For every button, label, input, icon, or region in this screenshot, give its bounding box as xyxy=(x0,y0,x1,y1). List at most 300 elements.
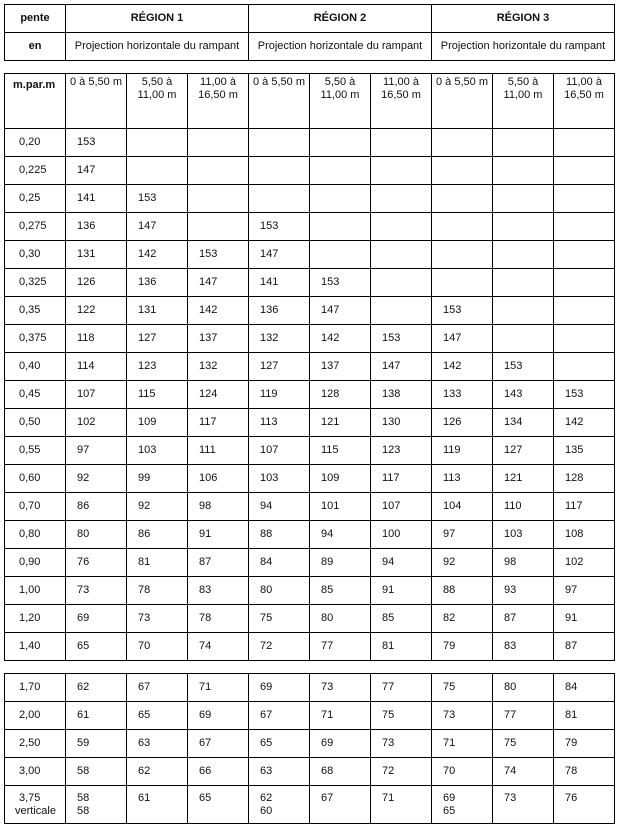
value-cell: 62 xyxy=(127,758,188,786)
value-line-1: 58 xyxy=(77,792,90,804)
value-cell: 121 xyxy=(310,409,371,437)
value-cell: 134 xyxy=(493,409,554,437)
slope-cell: 1,70 xyxy=(5,674,66,702)
value-cell: 78 xyxy=(127,577,188,605)
value-cell: 80 xyxy=(310,605,371,633)
value-cell: 65 xyxy=(127,702,188,730)
value-cell: 80 xyxy=(66,521,127,549)
slope-cell: 0,225 xyxy=(5,157,66,185)
slope-note: verticale xyxy=(15,805,56,817)
value-cell: 69 xyxy=(310,730,371,758)
value-line-1: 67 xyxy=(321,792,334,804)
value-cell: 123 xyxy=(371,437,432,465)
table-row xyxy=(5,493,615,521)
value-cell: 103 xyxy=(493,521,554,549)
value-cell: 153 xyxy=(127,185,188,213)
value-cell xyxy=(127,157,188,185)
table-row xyxy=(5,549,615,577)
column-range-header: 0 à 5,50 m xyxy=(432,74,493,129)
value-cell: 113 xyxy=(432,465,493,493)
value-cell xyxy=(554,353,615,381)
value-cell xyxy=(371,297,432,325)
value-cell xyxy=(371,157,432,185)
value-cell: 119 xyxy=(249,381,310,409)
slope-value: 3,75 xyxy=(19,792,41,804)
value-line-1: 61 xyxy=(138,792,151,804)
value-cell: 115 xyxy=(127,381,188,409)
table-row xyxy=(5,213,615,241)
column-range-header: 11,00 à 16,50 m xyxy=(371,74,432,129)
value-cell: 117 xyxy=(188,409,249,437)
value-cell: 63 xyxy=(127,730,188,758)
table-row xyxy=(5,465,615,493)
slope-cell: 0,80 xyxy=(5,521,66,549)
subheader-row xyxy=(5,74,615,129)
table-row-verticale xyxy=(5,786,615,824)
table-row xyxy=(5,185,615,213)
slope-cell: 0,55 xyxy=(5,437,66,465)
column-range-header: 11,00 à 16,50 m xyxy=(188,74,249,129)
value-cell xyxy=(493,297,554,325)
value-cell: 93 xyxy=(493,577,554,605)
table-row xyxy=(5,605,615,633)
value-cell: 78 xyxy=(554,758,615,786)
column-range-header: 5,50 à 11,00 m xyxy=(127,74,188,129)
value-cell: 153 xyxy=(188,241,249,269)
value-cell xyxy=(371,269,432,297)
value-cell: 138 xyxy=(371,381,432,409)
value-cell: 70 xyxy=(432,758,493,786)
value-cell: 107 xyxy=(371,493,432,521)
header-pente-label: pente xyxy=(5,5,66,33)
value-cell: 131 xyxy=(66,241,127,269)
value-cell: 132 xyxy=(188,353,249,381)
value-cell: 124 xyxy=(188,381,249,409)
value-cell: 77 xyxy=(310,633,371,661)
value-cell: 135 xyxy=(554,437,615,465)
value-cell: 92 xyxy=(127,493,188,521)
value-cell: 147 xyxy=(310,297,371,325)
value-cell: 73 xyxy=(371,730,432,758)
value-cell: 89 xyxy=(310,549,371,577)
value-cell: 85 xyxy=(371,605,432,633)
value-cell: 80 xyxy=(249,577,310,605)
value-cell: 127 xyxy=(127,325,188,353)
table-row xyxy=(5,633,615,661)
header-row-regions xyxy=(5,5,615,33)
value-cell: 80 xyxy=(493,674,554,702)
value-cell xyxy=(493,157,554,185)
value-cell: 81 xyxy=(371,633,432,661)
value-cell: 65 xyxy=(66,633,127,661)
value-cell: 147 xyxy=(249,241,310,269)
value-cell xyxy=(432,129,493,157)
value-cell: 143 xyxy=(493,381,554,409)
value-cell xyxy=(249,129,310,157)
value-cell: 88 xyxy=(249,521,310,549)
column-range-header: 0 à 5,50 m xyxy=(66,74,127,129)
slope-cell: 1,00 xyxy=(5,577,66,605)
table-row xyxy=(5,157,615,185)
slope-cell: 0,25 xyxy=(5,185,66,213)
value-cell xyxy=(432,269,493,297)
value-cell: 97 xyxy=(432,521,493,549)
value-cell: 142 xyxy=(127,241,188,269)
region-1-header: RÉGION 1 xyxy=(66,5,249,33)
value-cell: 74 xyxy=(493,758,554,786)
value-cell xyxy=(310,241,371,269)
value-cell: 58 xyxy=(66,758,127,786)
value-cell: 142 xyxy=(554,409,615,437)
value-cell: 111 xyxy=(188,437,249,465)
value-cell: 98 xyxy=(188,493,249,521)
value-cell: 142 xyxy=(188,297,249,325)
value-cell: 88 xyxy=(432,577,493,605)
value-cell xyxy=(127,129,188,157)
value-cell: 86 xyxy=(66,493,127,521)
value-cell: 98 xyxy=(493,549,554,577)
value-cell xyxy=(371,786,432,824)
value-cell: 79 xyxy=(432,633,493,661)
value-cell xyxy=(249,786,310,824)
slope-cell: 2,50 xyxy=(5,730,66,758)
column-range-header: 5,50 à 11,00 m xyxy=(310,74,371,129)
value-line-2: 60 xyxy=(260,805,273,817)
value-cell: 87 xyxy=(188,549,249,577)
slope-cell: 3,00 xyxy=(5,758,66,786)
value-cell xyxy=(432,185,493,213)
value-cell: 94 xyxy=(249,493,310,521)
value-cell: 66 xyxy=(188,758,249,786)
value-cell: 72 xyxy=(371,758,432,786)
value-cell: 75 xyxy=(249,605,310,633)
value-cell xyxy=(188,157,249,185)
value-cell: 92 xyxy=(66,465,127,493)
value-cell: 97 xyxy=(554,577,615,605)
value-cell xyxy=(493,325,554,353)
slope-cell: 0,30 xyxy=(5,241,66,269)
value-cell xyxy=(554,241,615,269)
slope-cell: 1,40 xyxy=(5,633,66,661)
value-cell: 63 xyxy=(249,758,310,786)
value-cell: 70 xyxy=(127,633,188,661)
value-cell: 107 xyxy=(249,437,310,465)
value-line-1: 73 xyxy=(504,792,517,804)
value-cell: 87 xyxy=(554,633,615,661)
value-cell: 67 xyxy=(249,702,310,730)
value-cell: 113 xyxy=(249,409,310,437)
value-cell: 71 xyxy=(188,674,249,702)
value-cell: 100 xyxy=(371,521,432,549)
slope-cell: 0,45 xyxy=(5,381,66,409)
value-cell: 153 xyxy=(310,269,371,297)
value-cell: 136 xyxy=(249,297,310,325)
table-row xyxy=(5,577,615,605)
value-cell: 84 xyxy=(554,674,615,702)
value-cell: 121 xyxy=(493,465,554,493)
value-cell: 153 xyxy=(66,129,127,157)
value-cell: 142 xyxy=(310,325,371,353)
region-2-subtitle: Projection horizontale du rampant xyxy=(249,33,432,61)
value-cell: 99 xyxy=(127,465,188,493)
value-cell: 136 xyxy=(66,213,127,241)
value-cell: 128 xyxy=(554,465,615,493)
section-gap xyxy=(5,61,615,74)
value-cell: 153 xyxy=(432,297,493,325)
value-cell: 72 xyxy=(249,633,310,661)
value-cell xyxy=(371,185,432,213)
value-cell: 147 xyxy=(188,269,249,297)
value-cell: 87 xyxy=(493,605,554,633)
value-line-1: 76 xyxy=(565,792,578,804)
table-row xyxy=(5,353,615,381)
value-cell: 74 xyxy=(188,633,249,661)
subheader-unit-label: m.par.m xyxy=(5,74,66,129)
value-cell: 62 xyxy=(66,674,127,702)
slope-cell: 0,70 xyxy=(5,493,66,521)
value-cell: 147 xyxy=(66,157,127,185)
value-cell: 110 xyxy=(493,493,554,521)
value-cell: 75 xyxy=(493,730,554,758)
value-cell xyxy=(249,157,310,185)
value-cell: 94 xyxy=(310,521,371,549)
value-line-2: 58 xyxy=(77,805,90,817)
table-row xyxy=(5,241,615,269)
slope-cell: 0,20 xyxy=(5,129,66,157)
value-cell xyxy=(310,213,371,241)
value-cell: 153 xyxy=(554,381,615,409)
value-cell: 75 xyxy=(432,674,493,702)
value-cell: 136 xyxy=(127,269,188,297)
value-cell: 119 xyxy=(432,437,493,465)
header-en-label: en xyxy=(5,33,66,61)
value-cell: 114 xyxy=(66,353,127,381)
slope-cell: 0,275 xyxy=(5,213,66,241)
value-cell: 91 xyxy=(188,521,249,549)
value-cell xyxy=(554,157,615,185)
value-cell: 101 xyxy=(310,493,371,521)
region-3-header: RÉGION 3 xyxy=(432,5,615,33)
value-cell: 132 xyxy=(249,325,310,353)
value-cell: 71 xyxy=(432,730,493,758)
value-cell: 77 xyxy=(371,674,432,702)
value-cell: 106 xyxy=(188,465,249,493)
value-cell xyxy=(493,213,554,241)
value-cell: 153 xyxy=(493,353,554,381)
value-cell: 137 xyxy=(188,325,249,353)
snow-load-table-wrapper xyxy=(4,4,615,824)
value-cell: 73 xyxy=(66,577,127,605)
value-cell xyxy=(310,185,371,213)
table-row xyxy=(5,269,615,297)
value-cell xyxy=(554,786,615,824)
value-cell: 92 xyxy=(432,549,493,577)
value-cell: 73 xyxy=(127,605,188,633)
region-3-subtitle: Projection horizontale du rampant xyxy=(432,33,615,61)
table-row xyxy=(5,730,615,758)
value-cell: 141 xyxy=(249,269,310,297)
value-cell: 127 xyxy=(493,437,554,465)
value-cell xyxy=(554,269,615,297)
value-cell: 91 xyxy=(371,577,432,605)
slope-cell: 2,00 xyxy=(5,702,66,730)
table-row xyxy=(5,702,615,730)
value-cell: 69 xyxy=(249,674,310,702)
value-cell: 128 xyxy=(310,381,371,409)
value-cell: 108 xyxy=(554,521,615,549)
column-range-header: 0 à 5,50 m xyxy=(249,74,310,129)
slope-cell: 0,375 xyxy=(5,325,66,353)
value-cell: 69 xyxy=(188,702,249,730)
value-cell: 109 xyxy=(127,409,188,437)
section-gap xyxy=(5,661,615,674)
value-cell: 85 xyxy=(310,577,371,605)
value-cell: 67 xyxy=(188,730,249,758)
value-cell: 133 xyxy=(432,381,493,409)
value-cell: 73 xyxy=(310,674,371,702)
value-cell: 75 xyxy=(371,702,432,730)
value-cell: 126 xyxy=(66,269,127,297)
slope-cell: 0,325 xyxy=(5,269,66,297)
table-row xyxy=(5,674,615,702)
value-cell xyxy=(188,129,249,157)
table-row xyxy=(5,437,615,465)
value-cell xyxy=(432,241,493,269)
header-row-projection xyxy=(5,33,615,61)
value-cell: 102 xyxy=(66,409,127,437)
value-cell: 102 xyxy=(554,549,615,577)
value-cell: 94 xyxy=(371,549,432,577)
value-cell xyxy=(66,786,127,824)
value-cell: 109 xyxy=(310,465,371,493)
table-row xyxy=(5,381,615,409)
value-cell: 77 xyxy=(493,702,554,730)
value-cell: 73 xyxy=(432,702,493,730)
value-cell: 103 xyxy=(127,437,188,465)
value-cell: 81 xyxy=(554,702,615,730)
value-cell: 104 xyxy=(432,493,493,521)
value-cell xyxy=(188,185,249,213)
value-cell xyxy=(310,129,371,157)
value-cell: 83 xyxy=(188,577,249,605)
table-row xyxy=(5,325,615,353)
slope-cell: 0,35 xyxy=(5,297,66,325)
value-cell: 117 xyxy=(554,493,615,521)
value-cell: 69 xyxy=(66,605,127,633)
value-cell: 68 xyxy=(310,758,371,786)
table-row xyxy=(5,409,615,437)
value-cell: 126 xyxy=(432,409,493,437)
value-cell: 147 xyxy=(127,213,188,241)
value-line-1: 69 xyxy=(443,792,456,804)
value-cell: 86 xyxy=(127,521,188,549)
value-line-2: 65 xyxy=(443,805,456,817)
value-cell: 153 xyxy=(371,325,432,353)
value-cell xyxy=(127,786,188,824)
snow-load-table xyxy=(4,4,615,824)
slope-cell: 0,40 xyxy=(5,353,66,381)
value-cell: 123 xyxy=(127,353,188,381)
value-cell xyxy=(493,786,554,824)
value-cell xyxy=(554,325,615,353)
value-cell: 127 xyxy=(249,353,310,381)
value-cell xyxy=(493,129,554,157)
value-cell: 130 xyxy=(371,409,432,437)
value-cell: 91 xyxy=(554,605,615,633)
value-cell xyxy=(554,185,615,213)
value-cell: 117 xyxy=(371,465,432,493)
value-cell: 153 xyxy=(249,213,310,241)
table-row xyxy=(5,758,615,786)
value-cell xyxy=(554,129,615,157)
table-row xyxy=(5,521,615,549)
value-cell xyxy=(310,157,371,185)
value-cell: 103 xyxy=(249,465,310,493)
value-cell xyxy=(371,129,432,157)
slope-cell: 1,20 xyxy=(5,605,66,633)
slope-cell: 0,60 xyxy=(5,465,66,493)
value-cell: 65 xyxy=(249,730,310,758)
slope-cell: 0,50 xyxy=(5,409,66,437)
value-cell: 115 xyxy=(310,437,371,465)
table-row xyxy=(5,297,615,325)
value-cell xyxy=(554,213,615,241)
value-cell xyxy=(371,213,432,241)
value-line-1: 62 xyxy=(260,792,273,804)
value-cell: 97 xyxy=(66,437,127,465)
column-range-header: 11,00 à 16,50 m xyxy=(554,74,615,129)
value-cell: 81 xyxy=(127,549,188,577)
value-cell: 67 xyxy=(127,674,188,702)
value-cell: 71 xyxy=(310,702,371,730)
value-cell xyxy=(554,297,615,325)
value-cell xyxy=(249,185,310,213)
value-cell: 82 xyxy=(432,605,493,633)
column-range-header: 5,50 à 11,00 m xyxy=(493,74,554,129)
value-cell: 142 xyxy=(432,353,493,381)
value-cell xyxy=(432,786,493,824)
value-cell xyxy=(371,241,432,269)
value-cell: 147 xyxy=(432,325,493,353)
value-cell: 84 xyxy=(249,549,310,577)
value-cell: 131 xyxy=(127,297,188,325)
value-cell xyxy=(493,185,554,213)
value-cell: 61 xyxy=(66,702,127,730)
value-cell: 118 xyxy=(66,325,127,353)
value-cell: 79 xyxy=(554,730,615,758)
value-cell xyxy=(188,213,249,241)
value-cell xyxy=(432,157,493,185)
value-cell: 122 xyxy=(66,297,127,325)
region-2-header: RÉGION 2 xyxy=(249,5,432,33)
value-cell xyxy=(432,213,493,241)
value-line-1: 71 xyxy=(382,792,395,804)
value-cell: 141 xyxy=(66,185,127,213)
value-cell xyxy=(310,786,371,824)
value-cell: 83 xyxy=(493,633,554,661)
value-cell: 59 xyxy=(66,730,127,758)
value-cell xyxy=(493,241,554,269)
slope-cell: 0,90 xyxy=(5,549,66,577)
value-cell: 147 xyxy=(371,353,432,381)
value-cell: 107 xyxy=(66,381,127,409)
value-cell: 137 xyxy=(310,353,371,381)
value-cell xyxy=(493,269,554,297)
table-row xyxy=(5,129,615,157)
region-1-subtitle: Projection horizontale du rampant xyxy=(66,33,249,61)
value-line-1: 65 xyxy=(199,792,212,804)
value-cell xyxy=(188,786,249,824)
